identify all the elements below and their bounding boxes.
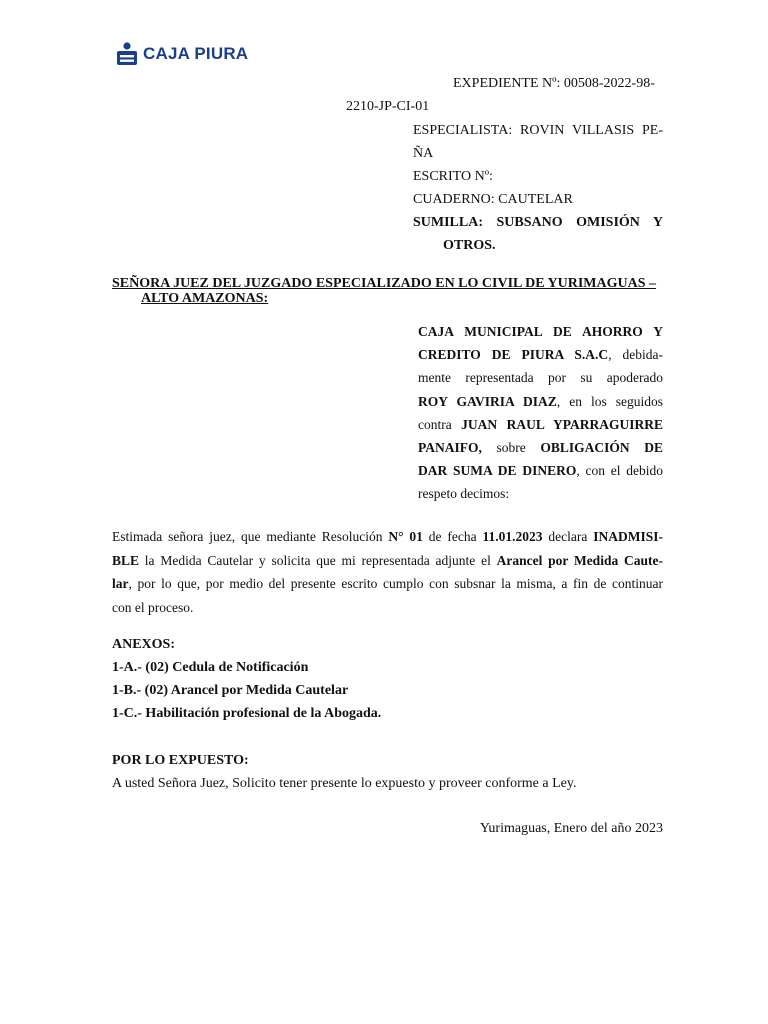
body-line: Estimada señora juez, que mediante Resolución N° 01 de fecha 11.01.2023 declara INADMISI- xyxy=(112,529,663,544)
escrito-line: ESCRITO Nº: xyxy=(413,169,493,184)
body-line: lar, por lo que, por medio del presente escrito cumplo con subsnar la misma, a fin de continuar xyxy=(112,576,663,591)
addressee-line-1: SEÑORA JUEZ DEL JUZGADO ESPECIALIZADO EN LO CIVIL DE YURIMAGUAS – xyxy=(112,276,657,291)
addressee-line-2: ALTO AMAZONAS: xyxy=(141,291,269,306)
annexes-title: ANEXOS: xyxy=(112,637,176,652)
closing-text: A usted Señora Juez, Solicito tener presente lo expuesto y proveer conforme a Ley. xyxy=(112,776,577,791)
party-line: contra JUAN RAUL YPARRAGUIRRE xyxy=(418,416,663,432)
party-line: respeto decimos: xyxy=(418,486,510,502)
party-introduction xyxy=(418,320,663,506)
date-line: Yurimaguas, Enero del año 2023 xyxy=(479,821,663,836)
closing-title: POR LO EXPUESTO: xyxy=(112,753,249,768)
annex-item: 1-C.- Habilitación profesional de la Abogada. xyxy=(112,706,382,721)
case-header-block xyxy=(413,119,663,257)
closing-section xyxy=(112,749,576,795)
expediente-line-2: 2210-JP-CI-01 xyxy=(346,99,430,114)
party-line: PANAIFO, sobre OBLIGACIÓN DE xyxy=(418,440,663,456)
annex-item: 1-B.- (02) Arancel por Medida Cautelar xyxy=(112,683,349,698)
sumilla-line-2: OTROS. xyxy=(443,238,496,253)
party-line: mente representada por su apoderado xyxy=(418,370,663,386)
sumilla-line-1: SUMILLA: SUBSANO OMISIÓN Y xyxy=(413,215,663,230)
party-line: ROY GAVIRIA DIAZ, en los seguidos xyxy=(418,393,663,409)
addressee xyxy=(112,276,663,306)
party-line: CAJA MUNICIPAL DE AHORRO Y xyxy=(418,324,663,339)
caja-piura-logo-icon xyxy=(116,42,138,66)
annexes-section xyxy=(112,633,381,725)
party-line: DAR SUMA DE DINERO, con el debido xyxy=(418,463,663,479)
body-line: BLE la Medida Cautelar y solicita que mi representada adjunte el Arancel por Medida Caute- xyxy=(112,552,663,568)
cuaderno-line: CUADERNO: CAUTELAR xyxy=(413,192,573,207)
annex-item: 1-A.- (02) Cedula de Notificación xyxy=(112,660,309,675)
body-line: con el proceso. xyxy=(112,599,194,615)
caja-piura-logo xyxy=(116,42,248,66)
body-paragraph xyxy=(112,525,663,619)
especialista-line-2: ÑA xyxy=(413,146,434,161)
logo-text: CAJA PIURA xyxy=(143,44,249,63)
expediente-line-1: EXPEDIENTE Nº: 00508-2022-98- xyxy=(453,76,655,91)
especialista-line-1: ESPECIALISTA: ROVIN VILLASIS PE- xyxy=(413,123,663,138)
party-line: CREDITO DE PIURA S.A.C, debida- xyxy=(418,347,664,363)
